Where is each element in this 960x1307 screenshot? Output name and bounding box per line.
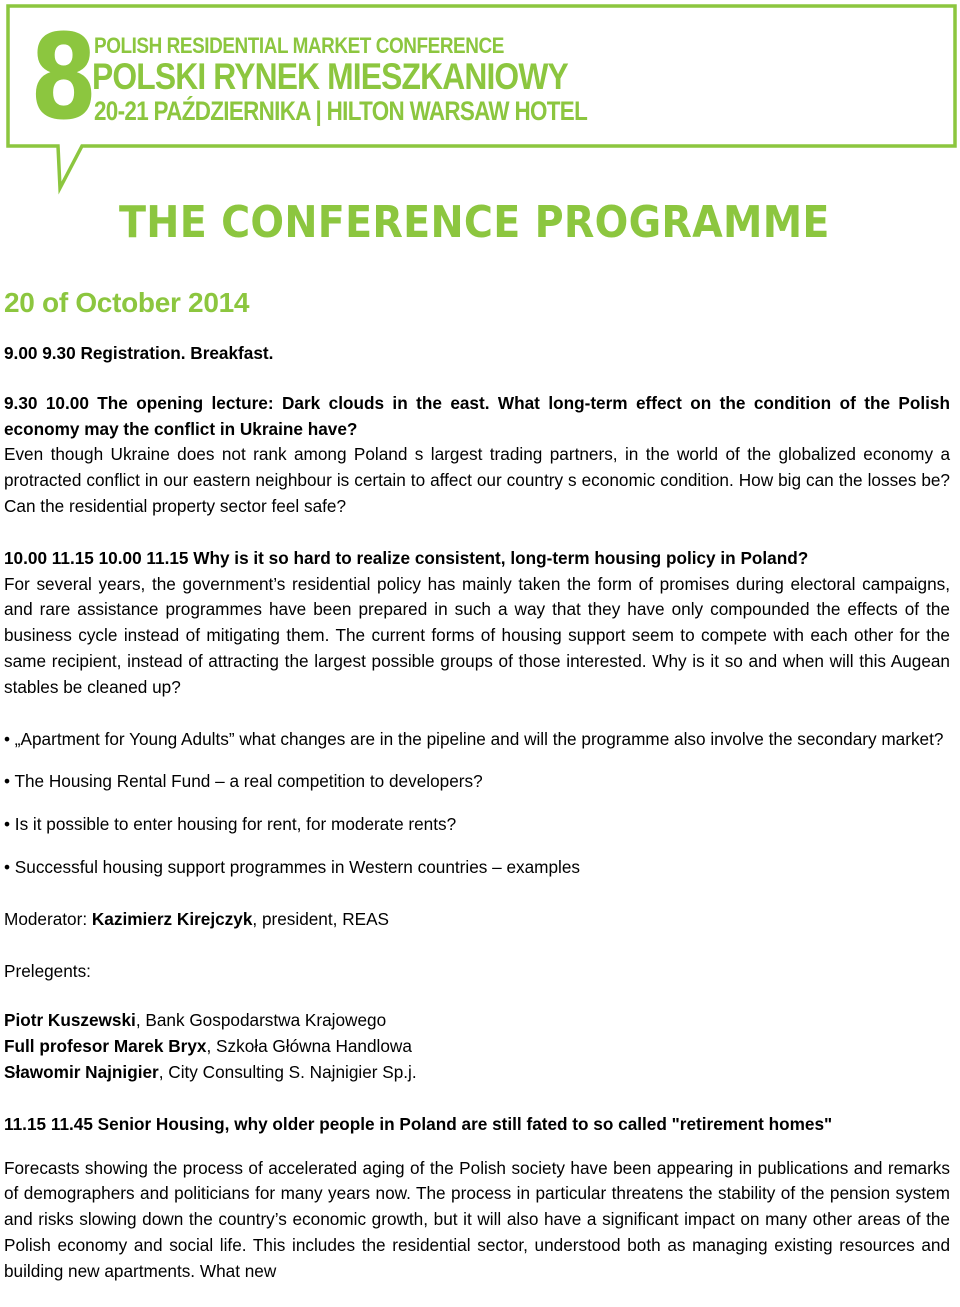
prelegent-entry <box>4 1034 950 1060</box>
list-item: • „Apartment for Young Adults” what changes are in the pipeline and will the programme also involve the secondary market? <box>4 728 944 749</box>
housing-policy-description: For several years, the government’s residential policy has mainly taken the form of promises during electoral campaigns, and rare assistance programmes have been prepared in such a way that they have only compounded the effects of the business cycle instead of mitigating them. The current forms of housing support seem to compete with each other for the same recipient, instead of attracting the largest possible groups of those interested. Why is it so and when will this Augean stables be cleaned up? <box>4 573 950 697</box>
moderator-role: , president, REAS <box>252 908 390 929</box>
prelegent-org: , Szkoła Główna Handlowa <box>206 1036 412 1057</box>
prelegent-name: Piotr Kuszewski <box>4 1010 136 1031</box>
moderator-line <box>4 907 950 933</box>
logo-conference-name-en: POLISH RESIDENTIAL MARKET CONFERENCE <box>94 33 504 58</box>
moderator-label: Moderator: <box>4 908 92 929</box>
opening-lecture-title: 9.30 10.00 The opening lecture: Dark clouds in the east. What long-term effect on the condition of the Polish economy may the conflict in Ukraine have? <box>4 392 950 439</box>
logo-conference-name-pl: POLSKI RYNEK MIESZKANIOWY <box>92 56 568 97</box>
registration-item: 9.00 9.30 Registration. Breakfast. <box>4 343 274 363</box>
date-heading: 20 of October 2014 <box>4 287 250 318</box>
prelegents-list <box>4 1008 950 1085</box>
prelegent-name: Full profesor Marek Bryx <box>4 1036 207 1057</box>
topics-list <box>4 727 950 881</box>
moderator-name: Kazimierz Kirejczyk <box>91 908 253 929</box>
list-item: • The Housing Rental Fund – a real competition to developers? <box>4 771 483 792</box>
conference-logo <box>0 0 960 200</box>
opening-lecture-description: Even though Ukraine does not rank among Poland s largest trading partners, in the world of the globalized economy a protracted conflict in our eastern neighbour is certain to affect our country s economic condition. How big can the losses be? Can the residential property sector feel safe? <box>4 444 950 516</box>
prelegent-name: Sławomir Najnigier <box>4 1061 159 1082</box>
prelegent-org: , Bank Gospodarstwa Krajowego <box>135 1010 387 1031</box>
list-item: • Successful housing support programmes in Western countries – examples <box>4 856 581 877</box>
prelegent-entry <box>4 1060 950 1086</box>
logo-number: 8 <box>30 8 98 146</box>
prelegent-entry <box>4 1008 950 1034</box>
prelegent-org: , City Consulting S. Najnigier Sp.j. <box>158 1061 417 1082</box>
programme-content <box>4 285 950 1285</box>
prelegents-label: Prelegents: <box>4 960 91 981</box>
senior-housing-title: 11.15 11.45 Senior Housing, why older people in Poland are still fated to so called "retirement homes" <box>4 1113 833 1134</box>
senior-housing-description: Forecasts showing the process of accelerated aging of the Polish society have been appearing in publications and remarks of demographers and politicians for many years now. The process in particular threatens the stability of the pension system and risks slowing down the country’s economic growth, but it will also have a significant impact on many other areas of the Polish economy and social life. This includes the residential sector, understood both as managing existing resources and building new apartments. What new <box>4 1157 950 1281</box>
logo-date-venue: 20-21 PAŹDZIERNIKA | HILTON WARSAW HOTEL <box>94 96 588 126</box>
page-title: THE CONFERENCE PROGRAMME <box>119 197 830 248</box>
housing-policy-title: 10.00 11.15 10.00 11.15 Why is it so hard to realize consistent, long-term housing policy in Poland? <box>4 547 809 568</box>
list-item: • Is it possible to enter housing for rent, for moderate rents? <box>4 814 457 835</box>
